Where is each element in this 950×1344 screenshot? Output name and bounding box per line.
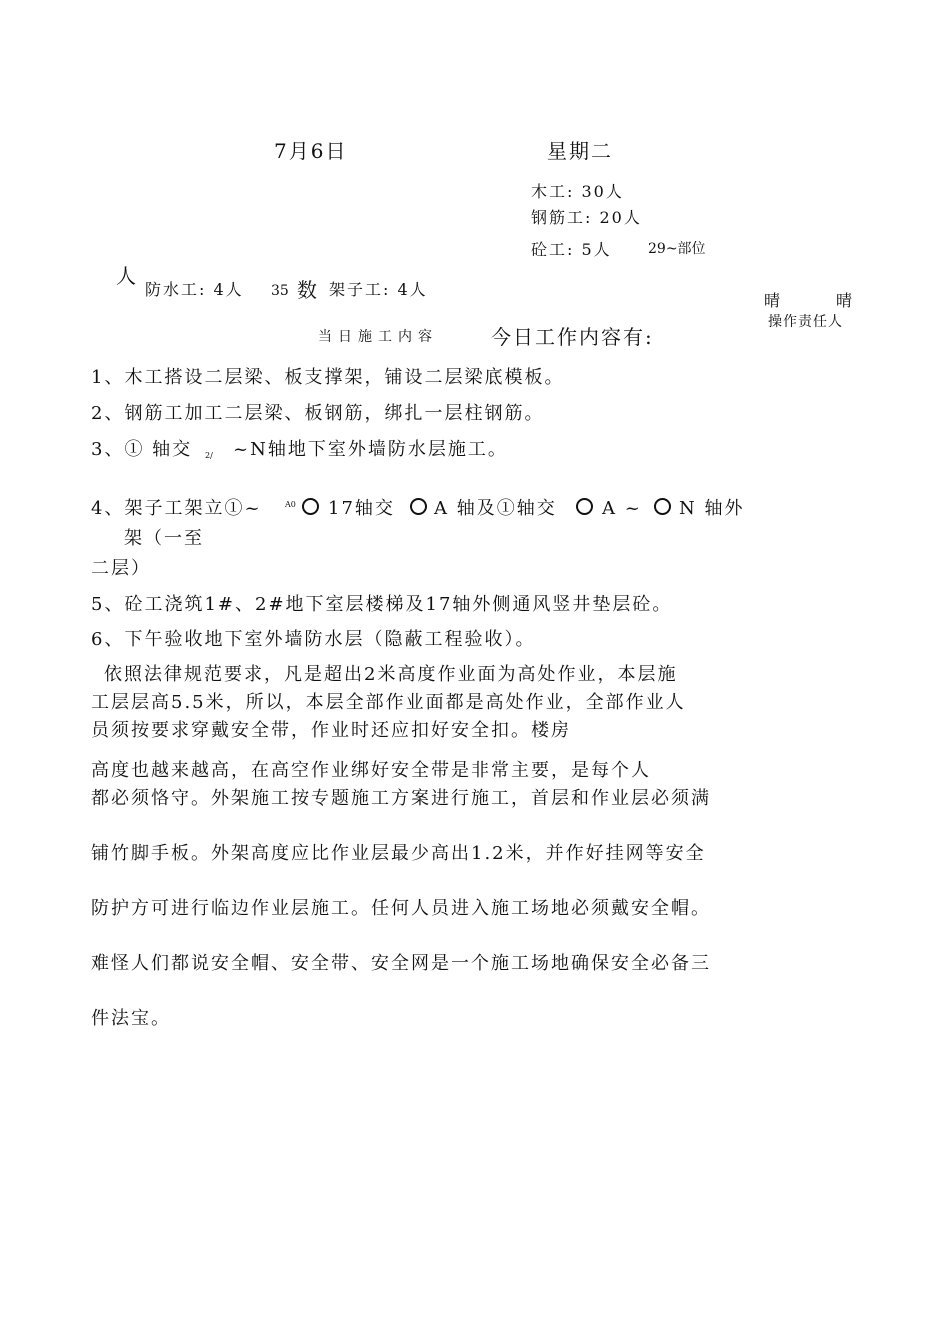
task-5: 5、砼工浇筑1#、2#地下室层楼梯及17轴外侧通风竖井垫层砼。: [91, 594, 673, 615]
task-4-part-c: A 轴及①轴交: [434, 498, 557, 519]
weekday: 星期二: [547, 139, 613, 163]
date: 7月6日: [274, 139, 348, 163]
concrete-worker-count: 砼工: 5人: [531, 240, 612, 259]
task-4-part-g: 二层）: [91, 558, 151, 579]
task-4-superscript: A0: [285, 500, 296, 509]
weather-2: 晴: [836, 291, 855, 310]
task-3-part-a: 3、① 轴交: [91, 439, 193, 460]
content-heading-label: 当日施工内容: [318, 329, 438, 345]
axis-circle-icon: [302, 498, 319, 515]
task-3-part-b: ~N轴地下室外墙防水层施工。: [233, 439, 508, 460]
task-2: 2、钢筋工加工二层梁、板钢筋，绑扎一层柱钢筋。: [91, 403, 545, 424]
note-line-2: 工层层高5.5米，所以，本层全部作业面都是高处作业，全部作业人: [91, 692, 686, 713]
task-4-part-b: 17轴交: [328, 498, 395, 519]
note-line-8: 难怪人们都说安全帽、安全带、安全网是一个施工场地确保安全必备三: [91, 953, 711, 974]
task-4-part-d: A ~: [602, 498, 642, 519]
content-heading-title: 今日工作内容有:: [491, 325, 654, 349]
note-line-3: 员须按要求穿戴安全带，作业时还应扣好安全扣。楼房: [91, 720, 571, 741]
scaffold-worker-count: 架子工: 4人: [329, 280, 428, 299]
task-6: 6、下午验收地下室外墙防水层（隐蔽工程验收）。: [91, 629, 536, 650]
shu-char: 数: [297, 278, 319, 302]
task-3-subscript: 2/: [205, 451, 213, 460]
note-line-9: 件法宝。: [91, 1008, 171, 1029]
axis-circle-icon: [654, 498, 671, 515]
axis-circle-icon: [410, 498, 427, 515]
rebar-worker-count: 钢筋工: 20人: [531, 208, 642, 227]
note-line-7: 防护方可进行临边作业层施工。任何人员进入施工场地必须戴安全帽。: [91, 898, 711, 919]
number-29: 29~部位: [648, 241, 706, 257]
task-4-part-a: 4、架子工架立①~: [91, 498, 262, 519]
note-line-4: 高度也越来越高，在高空作业绑好安全带是非常主要，是每个人: [91, 760, 651, 781]
ren-char: 人: [116, 264, 138, 288]
responsible-person-label: 操作责任人: [768, 314, 843, 330]
note-line-1: 依照法律规范要求，凡是超出2米高度作业面为高处作业，本层施: [104, 664, 678, 685]
axis-circle-icon: [576, 498, 593, 515]
carpenter-count: 木工: 30人: [531, 182, 624, 201]
task-1: 1、木工搭设二层梁、板支撑架，铺设二层梁底模板。: [91, 367, 565, 388]
note-line-6: 铺竹脚手板。外架高度应比作业层最少高出1.2米，并作好挂网等安全: [91, 843, 706, 864]
task-4-part-f: 架（一至: [124, 528, 204, 549]
weather-1: 晴: [764, 291, 783, 310]
number-35: 35: [271, 283, 289, 299]
task-4-part-e: N 轴外: [679, 498, 745, 519]
note-line-5: 都必须恪守。外架施工按专题施工方案进行施工，首层和作业层必须满: [91, 788, 711, 809]
waterproof-worker-count: 防水工: 4人: [145, 280, 244, 299]
